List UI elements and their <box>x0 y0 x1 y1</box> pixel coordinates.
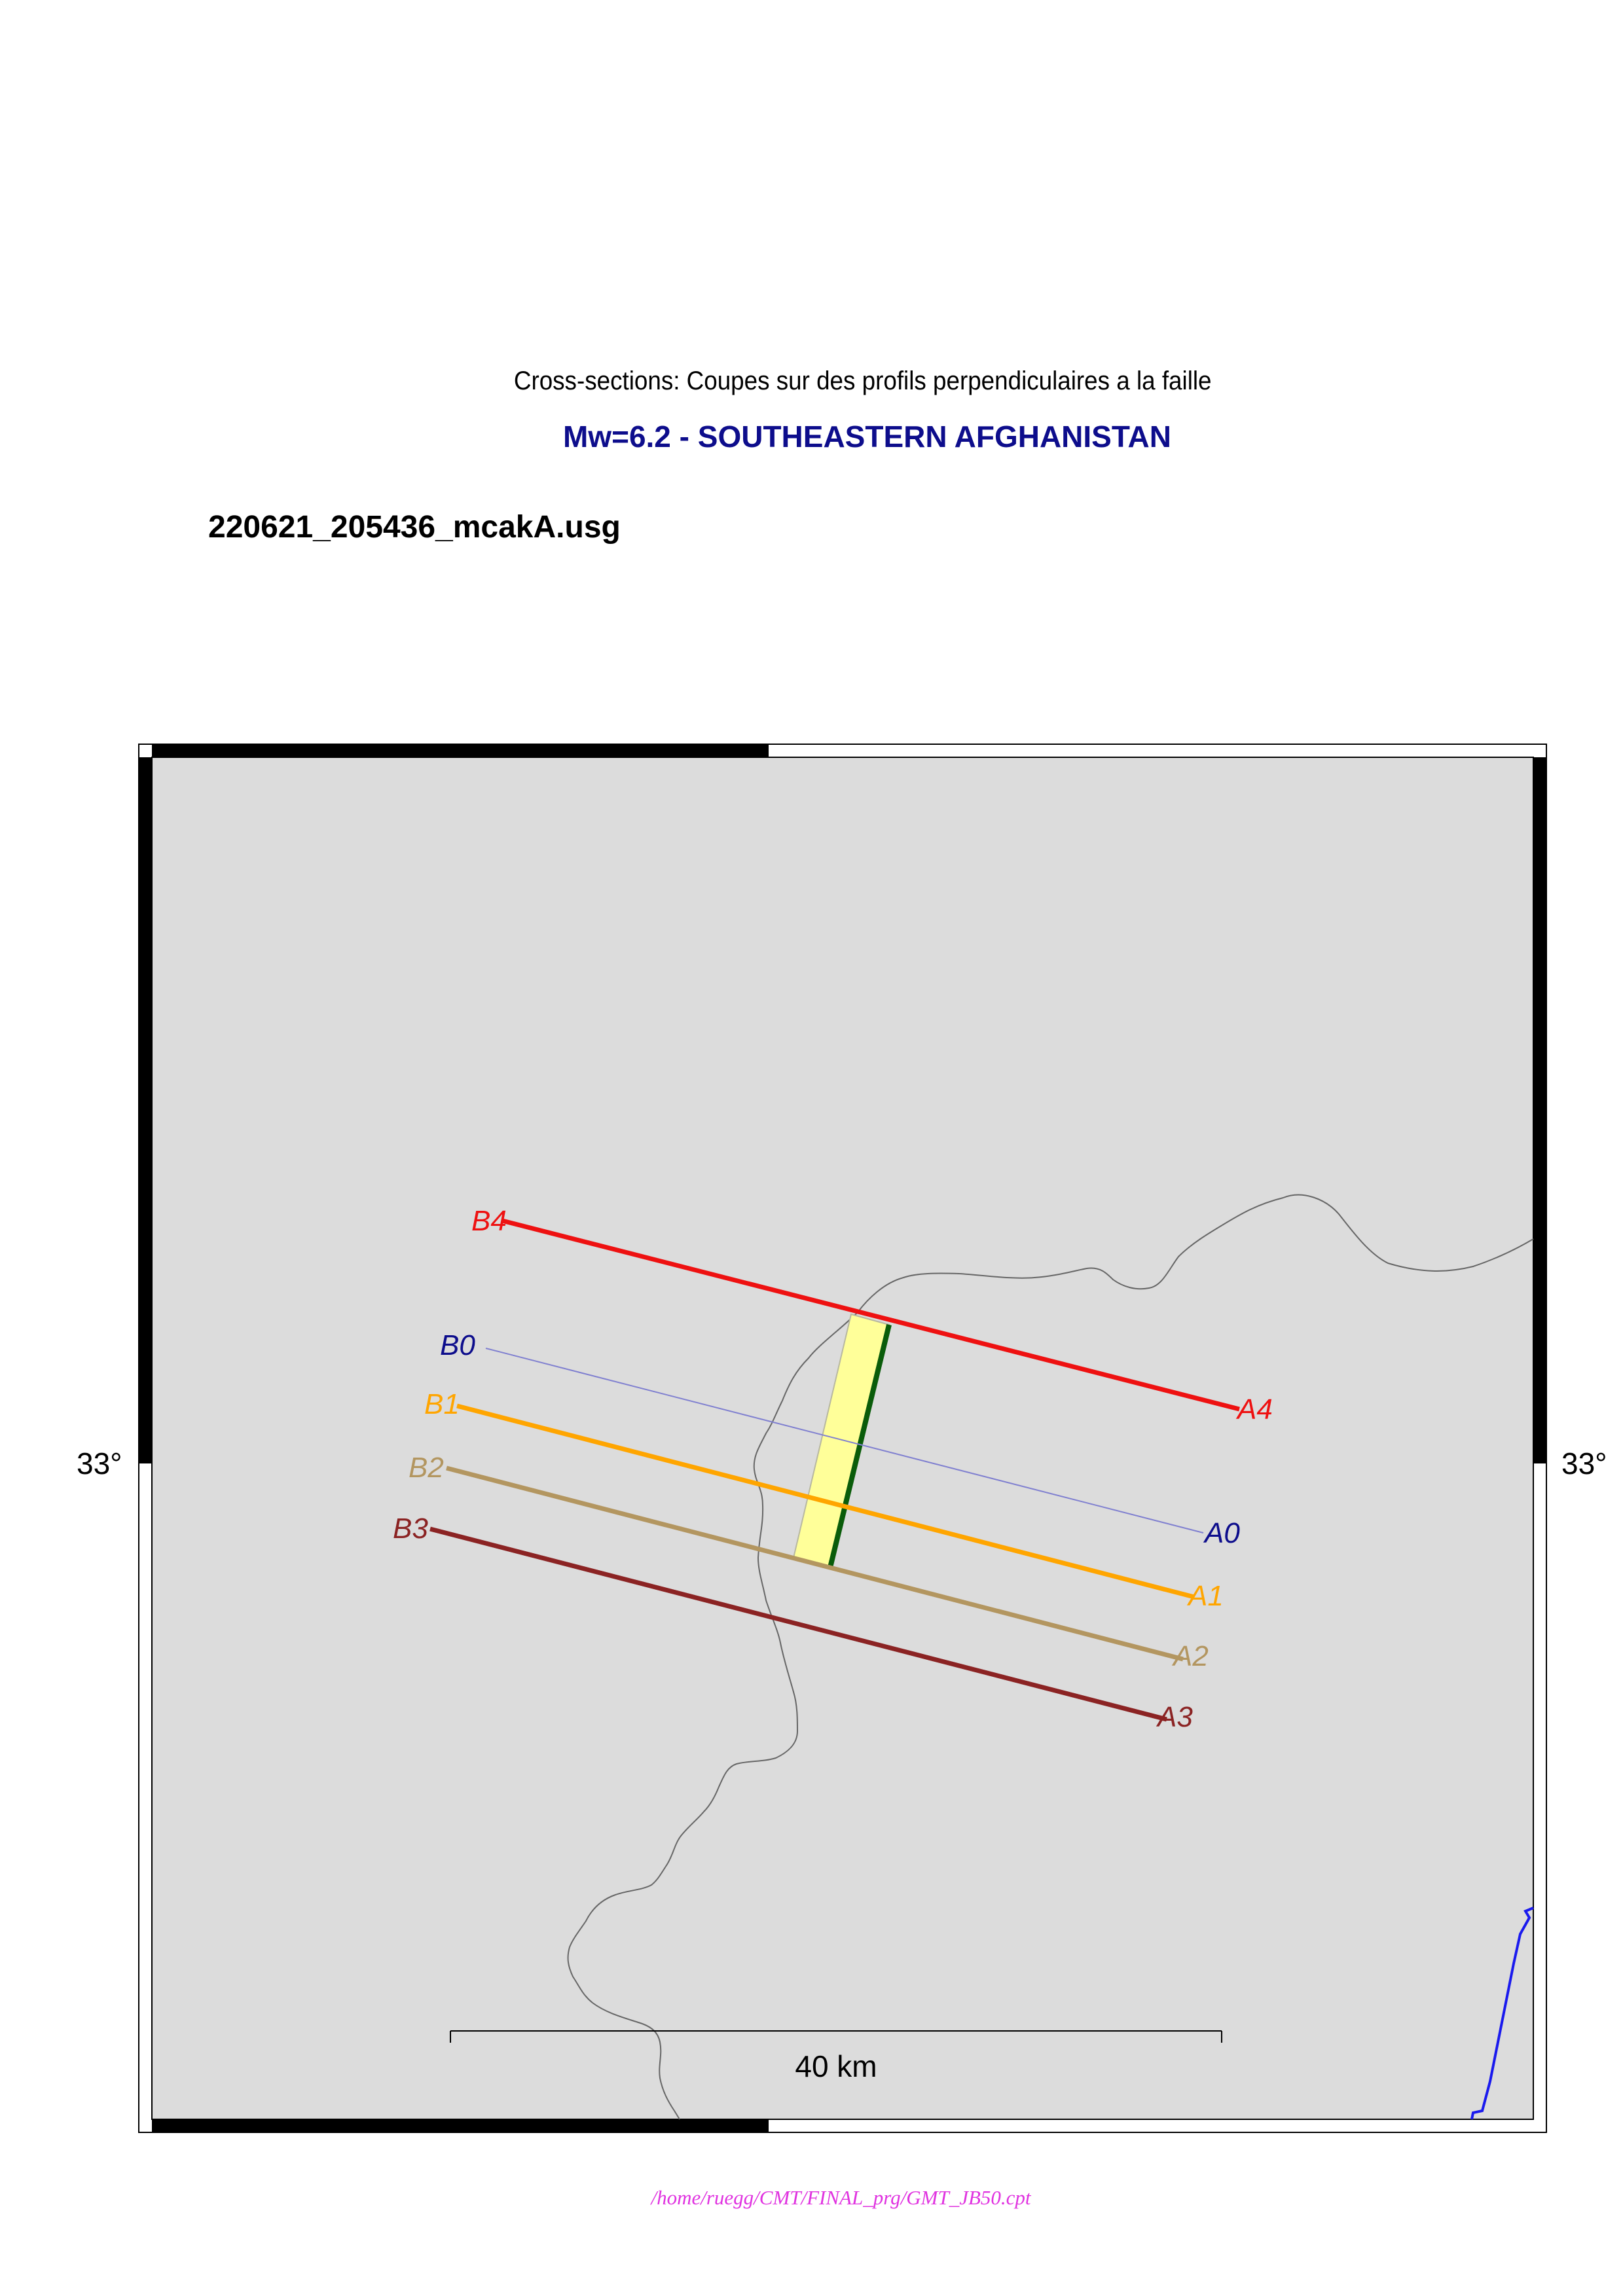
profile-label-a1: A1 <box>1188 1580 1224 1612</box>
profile-label-b0: B0 <box>440 1329 475 1361</box>
profile-label-a4: A4 <box>1237 1393 1273 1426</box>
frame-bar-left <box>139 757 152 1463</box>
profile-label-b3: B3 <box>393 1513 428 1545</box>
map-subtitle: Cross-sections: Coupes sur des profils perpendiculaires a la faille <box>513 367 1212 395</box>
profile-label-b1: B1 <box>424 1388 460 1420</box>
profile-label-b4: B4 <box>471 1205 507 1237</box>
profile-label-b2: B2 <box>409 1452 444 1484</box>
frame-bar-bottom <box>152 2119 769 2132</box>
frame-bar-right <box>1533 757 1546 1463</box>
frame-bar-top <box>152 744 769 757</box>
cpt-file-path: /home/ruegg/CMT/FINAL_prg/GMT_JB50.cpt <box>651 2186 1031 2209</box>
profile-label-a2: A2 <box>1173 1640 1209 1672</box>
profile-label-a0: A0 <box>1205 1517 1240 1549</box>
lat-label-right: 33° <box>1561 1446 1607 1480</box>
profile-label-a3: A3 <box>1158 1701 1193 1733</box>
scale-bar-label: 40 km <box>795 2049 877 2083</box>
lat-label-left: 33° <box>77 1446 122 1480</box>
event-file-id: 220621_205436_mcakA.usg <box>208 510 621 545</box>
map-title: Mw=6.2 - SOUTHEASTERN AFGHANISTAN <box>562 420 1171 454</box>
